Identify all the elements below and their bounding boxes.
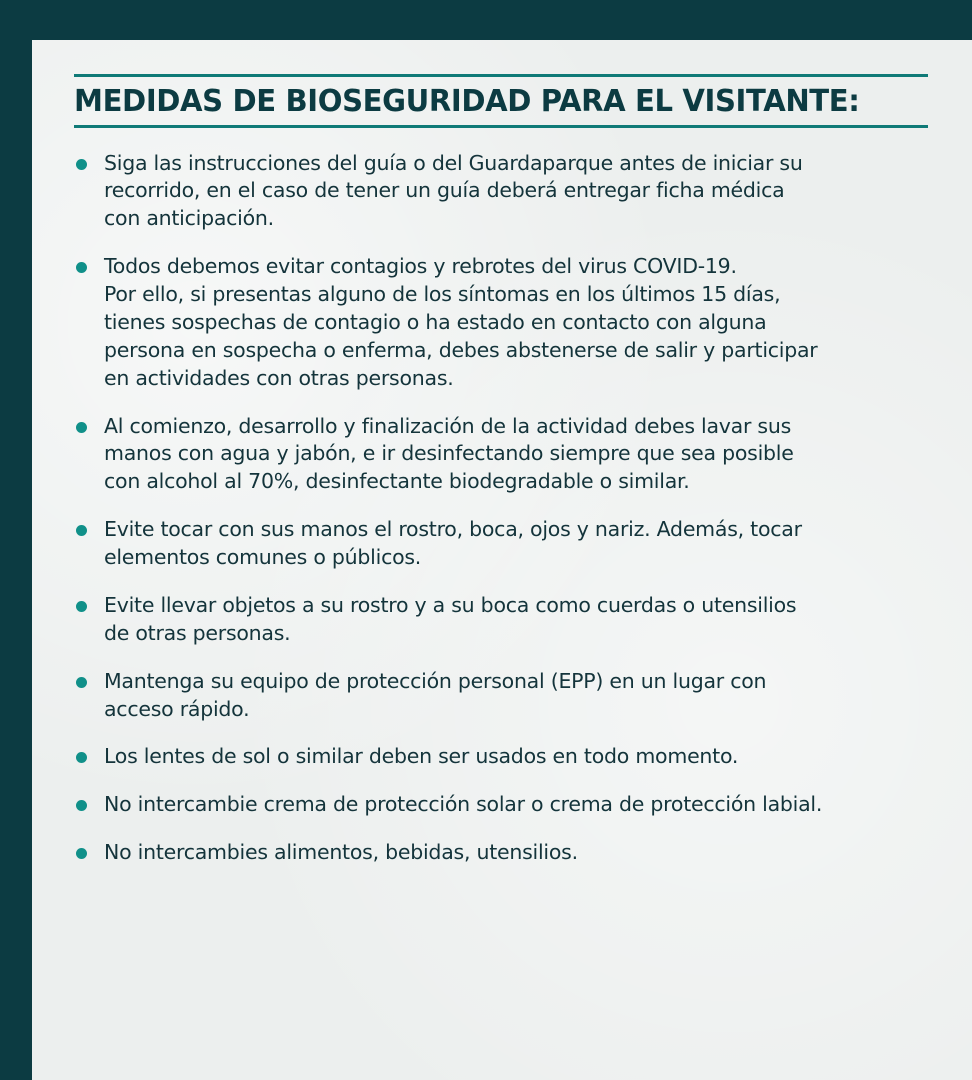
list-item-line: Al comienzo, desarrollo y finalización de la actividad debes lavar sus — [104, 413, 792, 438]
left-decorative-rail — [0, 40, 32, 1080]
list-item-line: Mantenga su equipo de protección personal (EPP) en un lugar con — [104, 668, 767, 693]
list-item — [74, 791, 928, 819]
list-item-line: No intercambies alimentos, bebidas, utensilios. — [104, 840, 578, 865]
list-item-line: Evite llevar objetos a su rostro y a su boca como cuerdas o utensilios — [104, 592, 797, 617]
list-item-line: con alcohol al 70%, desinfectante biodegradable o similar. — [104, 469, 690, 494]
top-decorative-bar — [0, 0, 972, 40]
list-item-line: persona en sospecha o enferma, debes abstenerse de salir y participar — [104, 337, 818, 362]
list-item-line: Por ello, si presentas alguno de los síntomas en los últimos 15 días, — [104, 282, 781, 306]
list-item-line: Siga las instrucciones del guía o del Guardaparque antes de iniciar su — [104, 150, 803, 175]
title-block — [74, 74, 928, 128]
list-item-line: Los lentes de sol o similar deben ser usados en todo momento. — [104, 744, 739, 769]
measures-list — [74, 150, 928, 868]
list-item-line: recorrido, en el caso de tener un guía deberá entregar ficha médica — [104, 178, 785, 203]
list-item — [74, 516, 928, 572]
list-item-line: con anticipación. — [104, 206, 274, 231]
list-item-line: de otras personas. — [104, 620, 291, 645]
list-item-line: tienes sospechas de contagio o ha estado en contacto con alguna — [104, 309, 767, 334]
list-item-line: acceso rápido. — [104, 696, 250, 721]
list-item — [74, 413, 928, 497]
list-item — [74, 253, 928, 392]
list-item-line: en actividades con otras personas. — [104, 365, 454, 390]
list-item — [74, 839, 928, 867]
page-title: MEDIDAS DE BIOSEGURIDAD PARA EL VISITANTE: — [74, 84, 860, 119]
list-item-line: Todos debemos evitar contagios y rebrotes del virus COVID-19. — [104, 254, 737, 279]
list-item — [74, 150, 928, 234]
list-item-line: Evite tocar con sus manos el rostro, boca, ojos y nariz. Además, tocar — [104, 517, 802, 542]
list-item — [74, 743, 928, 771]
list-item — [74, 592, 928, 648]
content-area — [32, 40, 972, 1080]
list-item-line: manos con agua y jabón, e ir desinfectando siempre que sea posible — [104, 441, 794, 466]
list-item-line: elementos comunes o públicos. — [104, 545, 422, 569]
list-item-line: No intercambie crema de protección solar o crema de protección labial. — [104, 792, 823, 817]
list-item — [74, 668, 928, 724]
